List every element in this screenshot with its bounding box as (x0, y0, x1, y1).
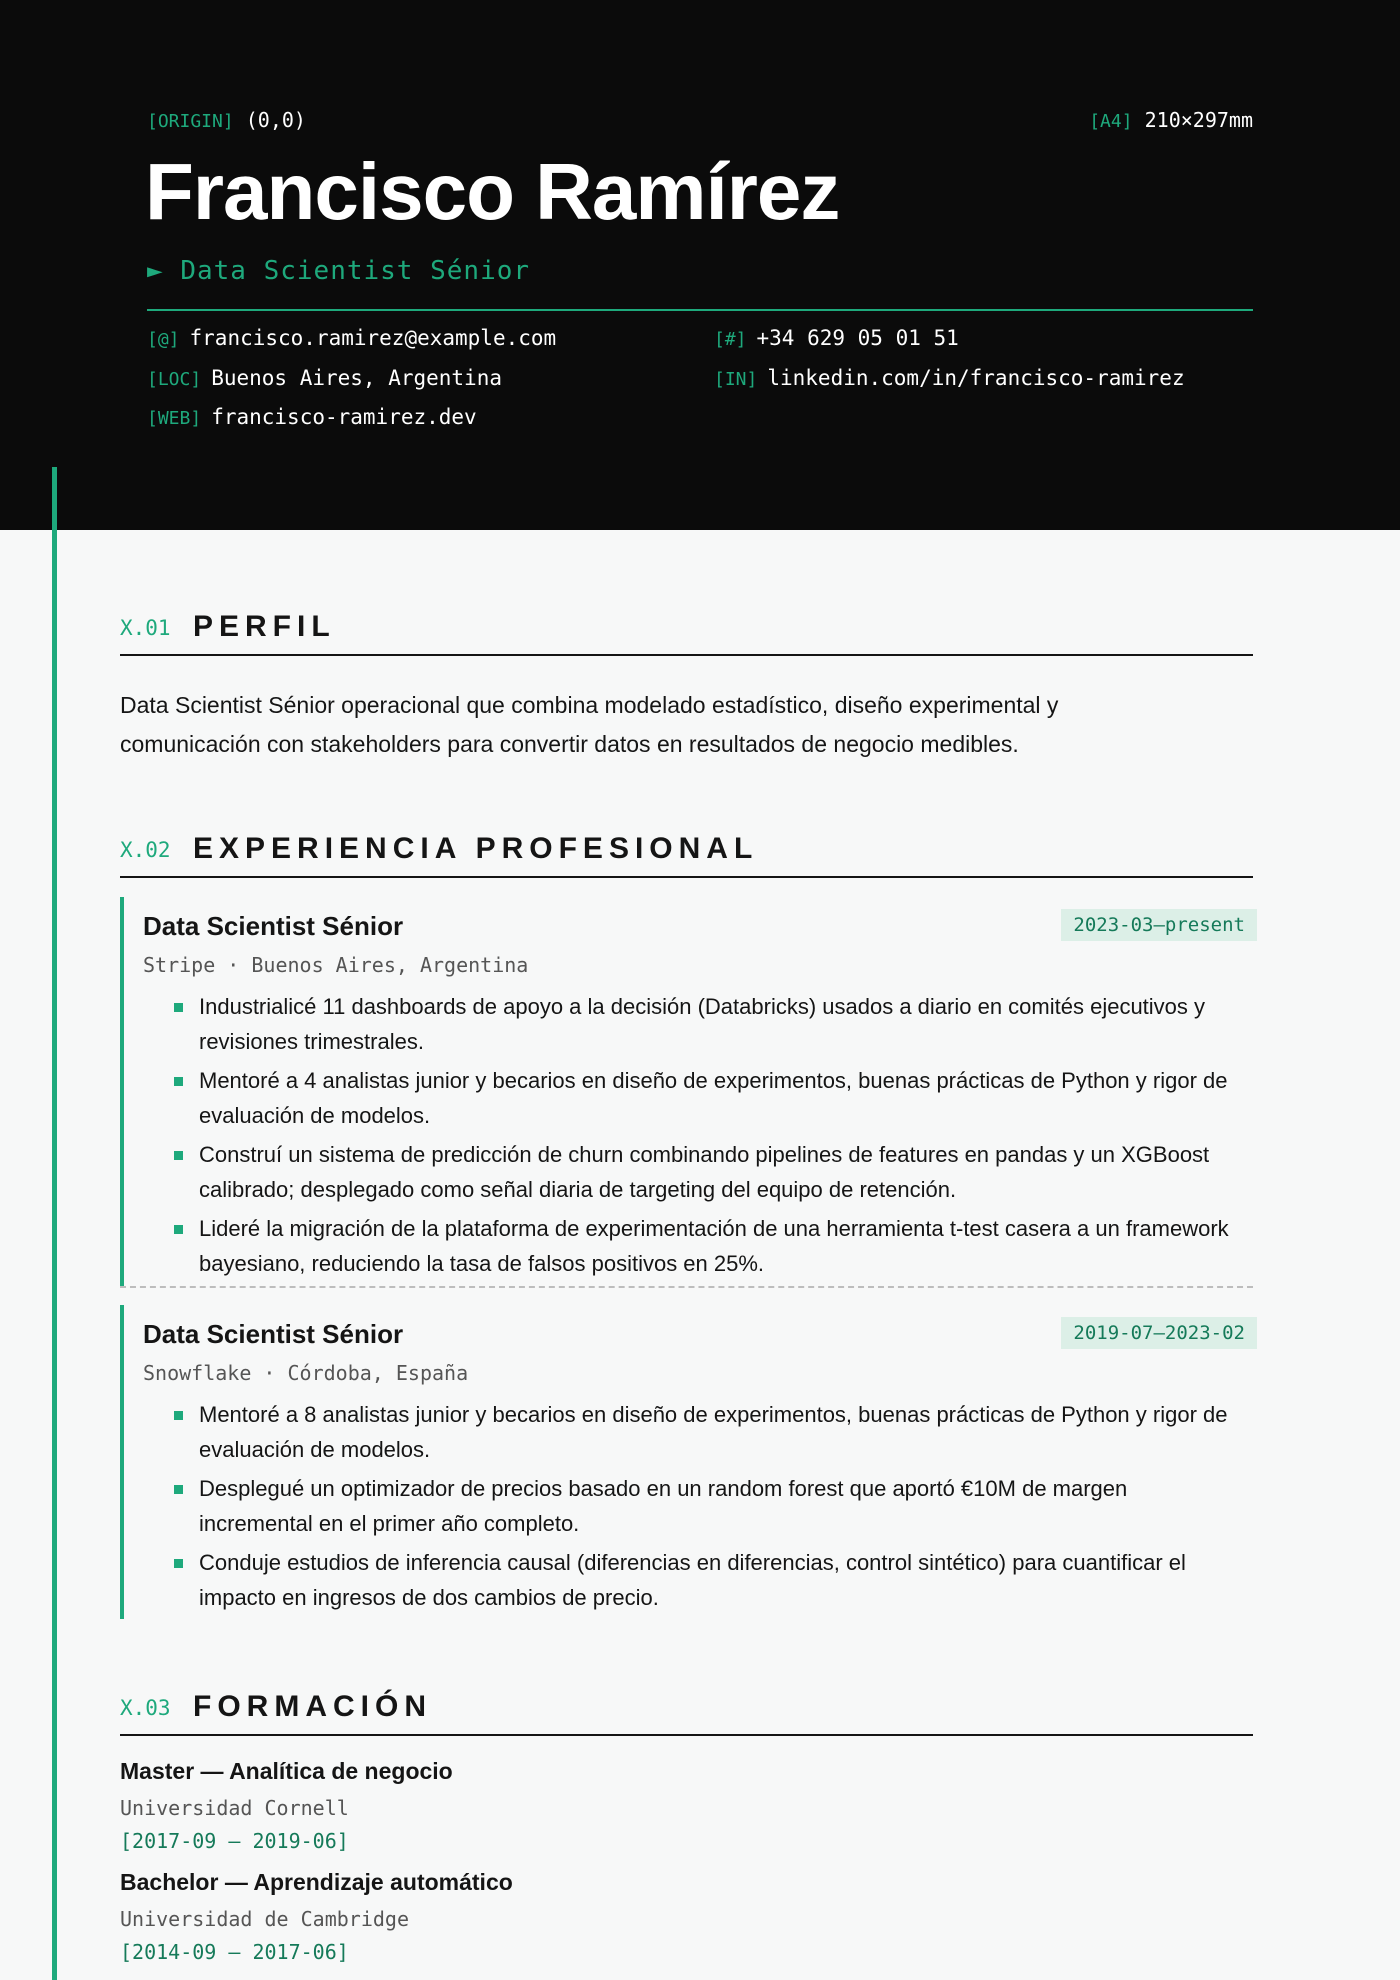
section-title: EXPERIENCIA PROFESIONAL (193, 832, 759, 865)
section-header-profile (120, 610, 1253, 656)
contact-linkedin[interactable] (714, 366, 1185, 390)
contact-list (147, 326, 1253, 446)
job-bullet: Conduje estudios de inferencia causal (diferencias en diferencias, control sintético) para cuantificar el impacto en ingresos de dos cambios de precio. (143, 1545, 1238, 1615)
section-header-education (120, 1690, 1253, 1736)
job-bullet: Desplegué un optimizador de precios basado en un random forest que aportó €10M de margen incremental en el primer año completo. (143, 1471, 1238, 1541)
job-entry (120, 1305, 1257, 1619)
email-tag: [@] (147, 329, 180, 350)
linkedin-tag: [IN] (714, 369, 758, 390)
paper-value: 210×297mm (1144, 108, 1253, 132)
contact-web[interactable] (147, 405, 477, 429)
job-date-badge: 2023-03—present (1061, 909, 1257, 941)
header-divider (147, 309, 1253, 311)
origin-value: (0,0) (245, 108, 306, 132)
degree-title: Master — Analítica de negocio (120, 1758, 453, 1784)
job-bullet: Industrialicé 11 dashboards de apoyo a la decisión (Databricks) usados a diario en comités ejecutivos y revisiones trimestrales. (143, 989, 1238, 1059)
job-bullet-list (143, 1397, 1238, 1619)
paper-size-marker (1089, 108, 1253, 132)
job-title: Data Scientist Sénior (143, 1319, 404, 1349)
paper-tag: [A4] (1089, 111, 1133, 132)
section-number: X.02 (120, 838, 171, 862)
job-bullet: Lideré la migración de la plataforma de experimentación de una herramienta t-test casera a un framework bayesiano, reduciendo la tasa de falsos positivos en 25%. (143, 1211, 1238, 1281)
web-value[interactable]: francisco-ramirez.dev (211, 405, 477, 429)
email-value[interactable]: francisco.ramirez@example.com (189, 326, 557, 350)
section-title: FORMACIÓN (193, 1690, 432, 1723)
school-name: Universidad Cornell (120, 1796, 349, 1820)
job-title: Data Scientist Sénior (143, 911, 404, 941)
contact-location (147, 366, 502, 390)
job-entry (120, 897, 1257, 1288)
accent-side-line (52, 467, 57, 1980)
candidate-name: Francisco Ramírez (145, 147, 840, 236)
section-number: X.03 (120, 1696, 171, 1720)
location-value: Buenos Aires, Argentina (211, 366, 502, 390)
job-bullet-list (143, 989, 1238, 1285)
resume-header (0, 0, 1400, 530)
candidate-role (147, 256, 530, 286)
contact-email[interactable] (147, 326, 556, 350)
education-entry (120, 1869, 1020, 1969)
job-company: Stripe · Buenos Aires, Argentina (143, 953, 529, 977)
job-bullet: Mentoré a 8 analistas junior y becarios en diseño de experimentos, buenas prácticas de Python y rigor de evaluación de modelos. (143, 1397, 1238, 1467)
job-company: Snowflake · Córdoba, España (143, 1361, 469, 1385)
profile-summary: Data Scientist Sénior operacional que combina modelado estadístico, diseño experimental y comunicación con stakeholders para convertir datos en resultados de negocio medibles. (120, 692, 1059, 757)
linkedin-value[interactable]: linkedin.com/in/francisco-ramirez (767, 366, 1185, 390)
origin-marker (147, 108, 306, 132)
education-entry (120, 1758, 1020, 1858)
degree-title: Bachelor — Aprendizaje automático (120, 1869, 513, 1895)
role-arrow-icon: ► (147, 256, 164, 286)
job-divider (120, 1286, 1253, 1288)
phone-value[interactable]: +34 629 05 01 51 (756, 326, 959, 350)
section-title: PERFIL (193, 610, 336, 643)
job-date-badge: 2019-07—2023-02 (1061, 1317, 1257, 1349)
contact-phone[interactable] (714, 326, 959, 350)
role-text: Data Scientist Sénior (180, 256, 531, 286)
section-number: X.01 (120, 616, 171, 640)
location-tag: [LOC] (147, 369, 202, 390)
web-tag: [WEB] (147, 408, 202, 429)
education-dates: [2017-09 – 2019-06] (120, 1829, 349, 1853)
job-bullet: Mentoré a 4 analistas junior y becarios en diseño de experimentos, buenas prácticas de Python y rigor de evaluación de modelos. (143, 1063, 1238, 1133)
phone-tag: [#] (714, 329, 747, 350)
job-bullet: Construí un sistema de predicción de churn combinando pipelines de features en pandas y un XGBoost calibrado; desplegado como señal diaria de targeting del equipo de retención. (143, 1137, 1238, 1207)
education-dates: [2014-09 – 2017-06] (120, 1940, 349, 1964)
origin-tag: [ORIGIN] (147, 111, 234, 132)
school-name: Universidad de Cambridge (120, 1907, 409, 1931)
section-header-experience (120, 832, 1253, 878)
